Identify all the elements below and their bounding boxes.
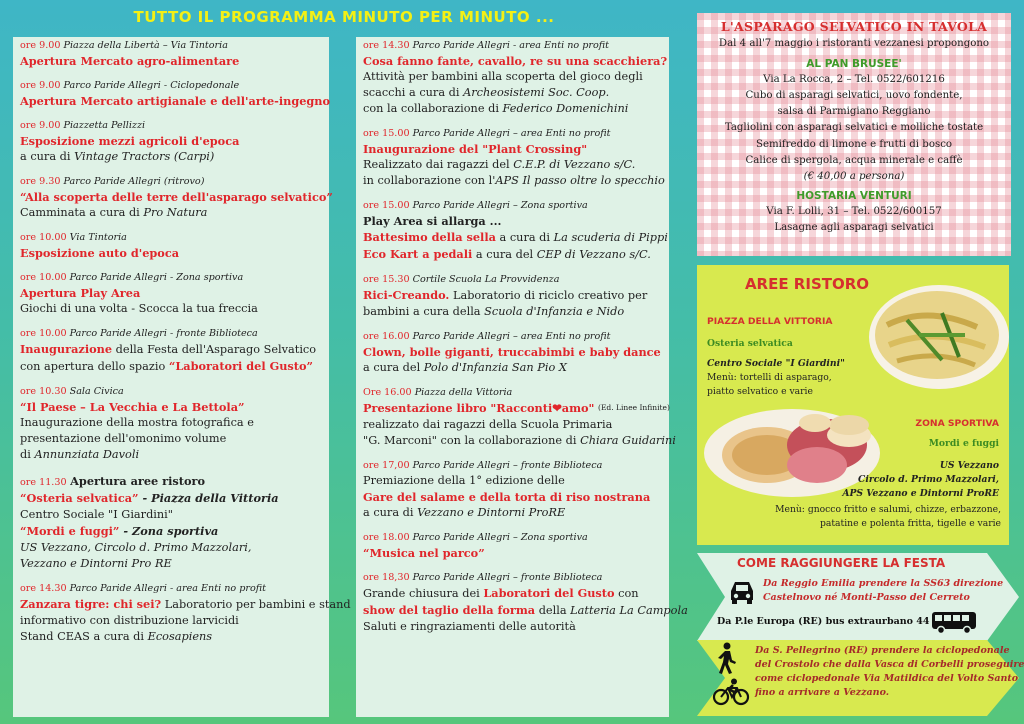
event-item (363, 39, 668, 117)
event-place: Parco Paride Allegri - Zona sportiva (69, 272, 244, 283)
card-title: AREE RISTORO (744, 275, 870, 293)
event-place: Parco Paride Allegri – fronte Biblioteca (412, 460, 603, 471)
event-desc: di Annunziata Davoli (20, 448, 140, 461)
event-desc: con apertura dello spazio “Laboratori del Gusto” (20, 359, 314, 373)
event-time: ore 10.00 (20, 232, 67, 243)
event-time: ore 9.00 (20, 120, 61, 131)
directions-walk-line: del Crostolo che dalla Vasca di Corbelli proseguire (755, 659, 1024, 670)
event-desc: US Vezzano, Circolo d. Primo Mazzolari, (20, 541, 252, 554)
event-desc: a cura del Polo d'Infanzia San Pio X (363, 361, 567, 374)
event-place: Parco Paride Allegri – fronte Biblioteca (412, 572, 603, 583)
directions-car-bus (697, 553, 1019, 641)
menu-line: Lasagne agli asparagi selvatici (774, 222, 934, 234)
event-place: Parco Paride Allegri - area Enti no profit (412, 40, 609, 51)
event-time: ore 10.00 (20, 328, 67, 339)
area-location: PIAZZA DELLA VITTORIA (707, 316, 833, 327)
bicycle-icon (713, 678, 749, 706)
event-desc: Eco Kart a pedali a cura del CEP di Vezzano s/C. (363, 247, 651, 261)
area-organizer: Centro Sociale "I Giardini" (707, 358, 845, 369)
event-time: ore 9.00 (20, 80, 61, 91)
aree-ristoro-card (697, 265, 1009, 545)
event-title: “Musica nel parco” (363, 546, 485, 560)
area-organizer: US Vezzano (939, 460, 999, 471)
event-desc: "G. Marconi" con la collaborazione di Chiara Guidarini (363, 434, 676, 447)
program-column-left (13, 37, 351, 717)
event-desc: Premiazione della 1° edizione delle (363, 474, 565, 487)
event-title: Gare del salame e della torta di riso nostrana (363, 490, 651, 504)
event-item (363, 386, 676, 449)
event-title: Play Area si allarga ... (363, 214, 502, 228)
restaurant-address: Via F. Lolli, 31 – Tel. 0522/600157 (766, 205, 942, 217)
event-time: Ore 16.00 (363, 387, 412, 398)
event-title: “Alla scoperta delle terre dell'asparago selvatico” (20, 190, 333, 204)
event-item (20, 385, 322, 463)
event-item (20, 231, 322, 261)
restaurant-name: HOSTARIA VENTURI (796, 189, 912, 202)
event-desc: con la collaborazione di Federico Domenichini (363, 102, 629, 115)
event-item (363, 330, 662, 376)
event-place: Via Tintoria (69, 232, 127, 243)
event-desc: Vezzano e Dintorni Pro RE (20, 557, 172, 570)
area-name: Osteria selvatica (707, 338, 793, 349)
directions-walk-line: come ciclopedonale Via Matildica del Volto Santo (755, 673, 1019, 684)
event-desc: “Osteria selvatica” - Piazza della Vittoria (20, 491, 279, 505)
event-place: Parco Paride Allegri (ritrovo) (63, 176, 205, 187)
event-desc: realizzato dai ragazzi della Scuola Primaria (363, 418, 613, 431)
event-time: ore 16.00 (363, 331, 410, 342)
event-desc: Camminata a cura di Pro Natura (20, 206, 208, 219)
event-header: ore 11.30 Apertura aree ristoro (20, 474, 206, 488)
area-menu: patatine e polenta fritta, tigelle e varie (820, 518, 1001, 529)
event-item (20, 119, 322, 165)
event-desc: Grande chiusura dei Laboratori del Gusto con (363, 586, 639, 600)
event-desc: Saluti e ringraziamenti delle autorità (363, 620, 576, 633)
event-title: Esposizione auto d'epoca (20, 246, 180, 260)
walking-person-icon (715, 642, 737, 674)
event-time: ore 15.00 (363, 128, 410, 139)
area-organizer: Circolo d. Primo Mazzolari, (858, 474, 999, 485)
menu-line: salsa di Parmigiano Reggiano (777, 106, 931, 118)
event-desc: Inaugurazione della mostra fotografica e (20, 416, 254, 429)
event-place: Parco Paride Allegri - fronte Biblioteca (69, 328, 258, 339)
event-title: Apertura Mercato artigianale e dell'arte-ingegno (20, 94, 331, 108)
menu-line: Calice di spergola, acqua minerale e caffè (745, 154, 963, 166)
event-title: Clown, bolle giganti, truccabimbi e baby dance (363, 345, 661, 359)
directions-walk-bike (697, 640, 1024, 716)
event-time: ore 18,30 (363, 572, 410, 583)
menu-line: Cubo di asparagi selvatici, uovo fondente, (745, 90, 963, 102)
event-desc: “Mordi e fuggi” - Zona sportiva (20, 524, 219, 538)
menu-line: Semifreddo di limone e frutti di bosco (755, 138, 953, 150)
event-time: ore 10.00 (20, 272, 67, 283)
event-time: ore 10.30 (20, 386, 67, 397)
area-menu: Menù: gnocco fritto e salumi, chizze, erbazzone, (775, 504, 1001, 515)
page-title: TUTTO IL PROGRAMMA MINUTO PER MINUTO ... (133, 8, 555, 26)
program-column-middle (356, 37, 688, 717)
directions-walk-line: fino a arrivare a Vezzano. (755, 687, 890, 698)
event-item (363, 127, 665, 189)
event-desc: Centro Sociale "I Giardini" (20, 508, 173, 521)
event-time: ore 9.30 (20, 176, 61, 187)
event-desc: in collaborazione con l'APS Il passo oltre lo specchio (363, 174, 665, 187)
event-place: Piazza della Libertà – Via Tintoria (63, 40, 228, 51)
event-title: Cosa fanno fante, cavallo, re su una scacchiera? (363, 54, 668, 68)
event-desc: Attività per bambini alla scoperta del gioco degli (363, 70, 643, 83)
event-desc: a cura di Vezzano e Dintorni ProRE (363, 506, 566, 519)
restaurant-menu-card (697, 13, 1011, 256)
event-place: Parco Paride Allegri - Ciclopedonale (63, 80, 240, 91)
event-desc: show del taglio della forma della Latteria La Campola (363, 603, 688, 617)
event-time: ore 17,00 (363, 460, 410, 471)
salumi-plate-image (704, 409, 880, 497)
car-icon (727, 577, 757, 605)
event-item (20, 79, 331, 109)
event-desc: scacchi a cura di Archeosistemi Soc. Coop. (363, 86, 610, 99)
event-item (20, 175, 333, 221)
event-place: Cortile Scuola La Provvidenza (412, 274, 560, 285)
event-title: Presentazione libro "Racconti❤amo" (Ed. Linee Infinite) (363, 401, 670, 415)
event-item (20, 582, 351, 645)
event-title: Apertura Mercato agro-alimentare (20, 54, 240, 68)
event-time: ore 15.30 (363, 274, 410, 285)
area-menu: Menù: tortelli di asparago, (707, 372, 832, 383)
event-place: Parco Paride Allegri – Zona sportiva (412, 200, 588, 211)
area-location: ZONA SPORTIVA (915, 418, 999, 429)
area-organizer: APS Vezzano e Dintorni ProRE (842, 488, 999, 499)
event-title: Rici-Creando. Laboratorio di riciclo creativo per (363, 288, 648, 302)
event-place: Parco Paride Allegri - area Enti no profit (69, 583, 266, 594)
event-title: Inaugurazione del "Plant Crossing" (363, 142, 588, 156)
directions-walk-line: Da S. Pellegrino (RE) prendere la ciclopedonale (755, 645, 1010, 656)
pasta-dish-image (869, 285, 1009, 389)
event-title: Inaugurazione della Festa dell'Asparago Selvatico (20, 342, 317, 356)
event-item (363, 459, 662, 521)
event-title: Apertura Play Area (20, 286, 141, 300)
event-time: ore 18.00 (363, 532, 410, 543)
event-item (363, 531, 662, 561)
event-time: ore 15.00 (363, 200, 410, 211)
area-menu: piatto selvatico e varie (707, 386, 813, 397)
directions-car-line: Da Reggio Emilia prendere la SS63 direzione (763, 578, 1004, 589)
event-time: ore 14.30 (20, 583, 67, 594)
event-desc: Stand CEAS a cura di Ecosapiens (20, 630, 213, 643)
event-desc: bambini a cura della Scuola d'Infanzia e Nido (363, 305, 625, 318)
card-intro: Dal 4 all'7 maggio i ristoranti vezzanesi propongono (718, 38, 990, 49)
event-place: Parco Paride Allegri – area Enti no profit (412, 331, 611, 342)
restaurant-name: AL PAN BRUSEE' (806, 58, 902, 71)
event-place: Parco Paride Allegri – area Enti no profit (412, 128, 611, 139)
event-desc: Giochi di una volta - Scocca la tua freccia (20, 302, 258, 315)
event-time: ore 14.30 (363, 40, 410, 51)
event-item (20, 271, 322, 317)
event-title: “Il Paese – La Vecchia e La Bettola” (20, 400, 245, 414)
event-item (363, 199, 668, 263)
restaurant-address: Via La Rocca, 2 – Tel. 0522/601216 (763, 74, 945, 86)
area-name: Mordi e fuggi (928, 438, 999, 449)
menu-line: Tagliolini con asparagi selvatici e molliche tostate (724, 122, 984, 134)
event-item (20, 327, 322, 375)
bus-icon (931, 610, 977, 634)
event-place: Parco Paride Allegri – Zona sportiva (412, 532, 588, 543)
event-desc: Realizzato dai ragazzi del C.E.P. di Vezzano s/C. (363, 158, 636, 171)
event-place: Piazzetta Pellizzi (63, 120, 146, 131)
event-place: Piazza della Vittoria (414, 387, 513, 398)
event-item (363, 571, 688, 635)
event-item (20, 39, 322, 69)
event-desc: informativo con distribuzione larvicidi (20, 614, 239, 627)
event-item (20, 473, 322, 572)
event-title: Zanzara tigre: chi sei? Laboratorio per bambini e stand (20, 597, 351, 611)
event-desc: presentazione dell'omonimo volume (20, 432, 227, 445)
card-title: L'ASPARAGO SELVATICO IN TAVOLA (720, 19, 988, 34)
menu-price: (€ 40,00 a persona) (803, 170, 905, 182)
event-desc: a cura di Vintage Tractors (Carpi) (20, 150, 215, 163)
event-time: ore 9.00 (20, 40, 61, 51)
event-item (363, 273, 662, 320)
directions-bus-line: Da P.le Europa (RE) bus extraurbano 44 (717, 616, 930, 627)
event-desc: Battesimo della sella a cura di La scuderia di Pippi (363, 230, 668, 244)
event-place: Sala Civica (69, 386, 124, 397)
directions-title: COME RAGGIUNGERE LA FESTA (737, 556, 946, 570)
directions-car-line: Castelnovo né Monti-Passo del Cerreto (763, 592, 970, 603)
event-title: Esposizione mezzi agricoli d'epoca (20, 134, 240, 148)
